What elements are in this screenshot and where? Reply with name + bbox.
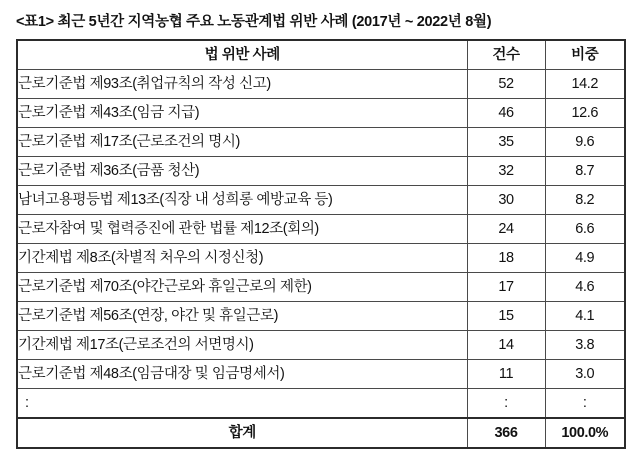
table-row — [17, 186, 625, 215]
cell-case: 기간제법 제17조(근로조건의 서면명시) — [17, 331, 467, 360]
violations-table — [16, 39, 626, 449]
cell-case: 근로자참여 및 협력증진에 관한 법률 제12조(회의) — [17, 215, 467, 244]
table-row — [17, 302, 625, 331]
cell-count: 32 — [467, 157, 545, 186]
cell-share: 4.6 — [545, 273, 625, 302]
column-header-share: 비중 — [545, 40, 625, 70]
table-row — [17, 360, 625, 389]
cell-share: 8.7 — [545, 157, 625, 186]
table-row-ellipsis — [17, 389, 625, 419]
cell-case: 근로기준법 제93조(취업규칙의 작성 신고) — [17, 70, 467, 99]
cell-share: 12.6 — [545, 99, 625, 128]
cell-case: 근로기준법 제17조(근로조건의 명시) — [17, 128, 467, 157]
cell-count: 35 — [467, 128, 545, 157]
cell-share: 8.2 — [545, 186, 625, 215]
table-row-total — [17, 418, 625, 448]
cell-count: 15 — [467, 302, 545, 331]
cell-case: 근로기준법 제43조(임금 지급) — [17, 99, 467, 128]
cell-share: 6.6 — [545, 215, 625, 244]
cell-count: 14 — [467, 331, 545, 360]
cell-count: 18 — [467, 244, 545, 273]
cell-case: 기간제법 제8조(차별적 처우의 시정신청) — [17, 244, 467, 273]
cell-case: 근로기준법 제56조(연장, 야간 및 휴일근로) — [17, 302, 467, 331]
column-header-case: 법 위반 사례 — [17, 40, 467, 70]
table-header — [17, 40, 625, 70]
table-body — [17, 70, 625, 449]
cell-share: 9.6 — [545, 128, 625, 157]
cell-share: : — [545, 389, 625, 419]
cell-share: 4.1 — [545, 302, 625, 331]
cell-share: 4.9 — [545, 244, 625, 273]
table-row — [17, 215, 625, 244]
table-row — [17, 99, 625, 128]
cell-count: 30 — [467, 186, 545, 215]
cell-count: 46 — [467, 99, 545, 128]
cell-count: 52 — [467, 70, 545, 99]
table-header-row — [17, 40, 625, 70]
cell-total-count: 366 — [467, 418, 545, 448]
cell-count: 11 — [467, 360, 545, 389]
cell-case: 남녀고용평등법 제13조(직장 내 성희롱 예방교육 등) — [17, 186, 467, 215]
cell-case: 근로기준법 제48조(임금대장 및 임금명세서) — [17, 360, 467, 389]
cell-count: 24 — [467, 215, 545, 244]
table-row — [17, 70, 625, 99]
table-row — [17, 157, 625, 186]
table-row — [17, 128, 625, 157]
table-row — [17, 331, 625, 360]
cell-total-label: 합계 — [17, 418, 467, 448]
table-caption: <표1> 최근 5년간 지역농협 주요 노동관계법 위반 사례 (2017년 ~ 2022년 8월) — [16, 14, 492, 30]
table-row — [17, 244, 625, 273]
column-header-count: 건수 — [467, 40, 545, 70]
cell-case: 근로기준법 제36조(금품 청산) — [17, 157, 467, 186]
cell-total-share: 100.0% — [545, 418, 625, 448]
cell-share: 14.2 — [545, 70, 625, 99]
cell-case: : — [17, 389, 467, 419]
cell-share: 3.0 — [545, 360, 625, 389]
cell-count: 17 — [467, 273, 545, 302]
cell-case: 근로기준법 제70조(야간근로와 휴일근로의 제한) — [17, 273, 467, 302]
cell-share: 3.8 — [545, 331, 625, 360]
table-row — [17, 273, 625, 302]
cell-count: : — [467, 389, 545, 419]
